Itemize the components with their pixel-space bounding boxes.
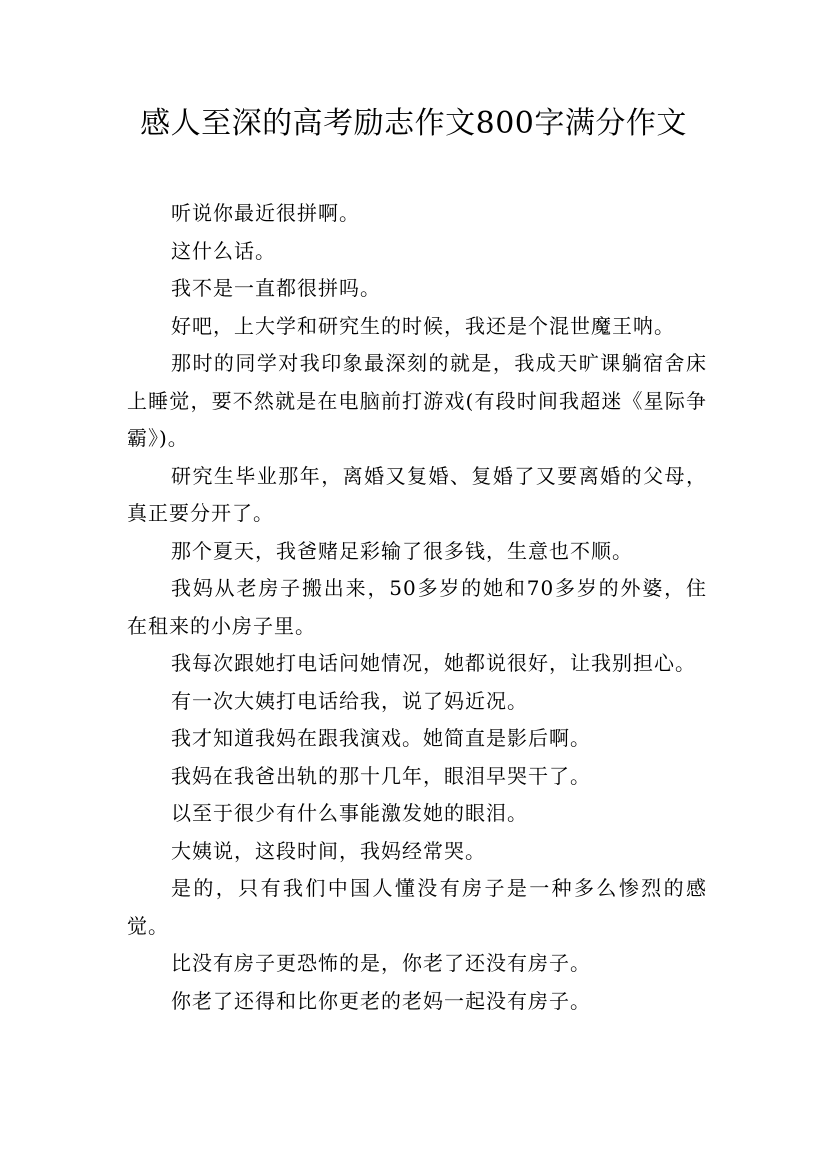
paragraph: 我不是一直都很拼吗。 <box>171 276 381 300</box>
paragraph: 好吧，上大学和研究生的时候，我还是个混世魔王呐。 <box>171 313 675 338</box>
paragraph: 那个夏天，我爸赌足彩输了很多钱，生意也不顺。 <box>171 538 633 563</box>
paragraph: 我妈在我爸出轨的那十几年，眼泪早哭干了。 <box>171 763 591 788</box>
paragraph: 比没有房子更恐怖的是，你老了还没有房子。 <box>171 951 591 975</box>
paragraph: 是的，只有我们中国人懂没有房子是一种多么惨烈的感觉。 <box>127 876 707 938</box>
paragraph: 以至于很少有什么事能激发她的眼泪。 <box>171 801 528 825</box>
paragraph: 有一次大姨打电话给我，说了妈近况。 <box>171 688 528 713</box>
paragraph: 这什么话。 <box>171 238 276 263</box>
paragraph: 你老了还得和比你更老的老妈一起没有房子。 <box>171 988 591 1013</box>
paragraph: 那时的同学对我印象最深刻的就是，我成天旷课躺宿舍床上睡觉，要不然就是在电脑前打游戏(有段时间我超迷《星际争霸》)。 <box>127 351 707 450</box>
paragraph: 听说你最近很拼啊。 <box>171 201 360 225</box>
document-title: 感人至深的高考励志作文800字满分作文 <box>140 106 687 141</box>
paragraph: 我每次跟她打电话问她情况，她都说很好，让我别担心。 <box>171 651 696 675</box>
paragraph: 大姨说，这段时间，我妈经常哭。 <box>171 838 486 863</box>
paragraph: 研究生毕业那年，离婚又复婚、复婚了又要离婚的父母，真正要分开了。 <box>127 463 707 525</box>
document-body <box>127 195 707 1020</box>
paragraph: 我才知道我妈在跟我演戏。她简直是影后啊。 <box>171 726 591 750</box>
paragraph: 我妈从老房子搬出来，50多岁的她和70多岁的外婆，住在租来的小房子里。 <box>127 576 707 638</box>
